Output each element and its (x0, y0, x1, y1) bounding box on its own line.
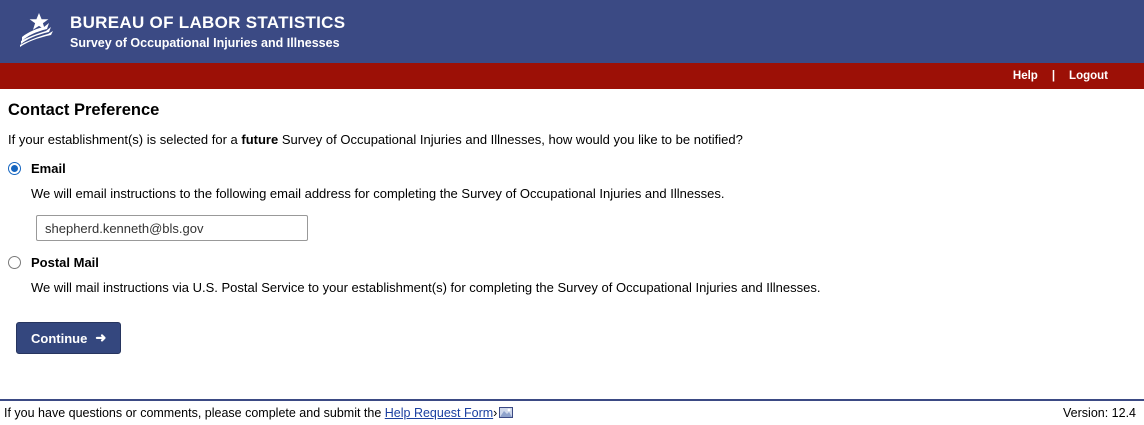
bls-star-logo-icon (14, 10, 58, 54)
radio-option-email[interactable] (8, 161, 1136, 176)
survey-name: Survey of Occupational Injuries and Illnesses (70, 36, 340, 51)
radio-email-input[interactable] (8, 162, 21, 175)
footer-text-before-link: If you have questions or comments, please complete and submit the (4, 406, 385, 420)
postal-mail-option-description: We will mail instructions via U.S. Postal Service to your establishment(s) for completing the Survey of Occupational Injuries and Illnesses. (31, 280, 821, 295)
intro-prefix: If your establishment(s) is selected for a (8, 132, 242, 147)
radio-option-postal-mail[interactable] (8, 255, 1136, 270)
page-title: Contact Preference (8, 101, 160, 119)
nav-separator: | (1051, 70, 1056, 82)
page-footer (0, 399, 1144, 420)
radio-postal-mail-input[interactable] (8, 256, 21, 269)
header-titles (70, 13, 345, 51)
agency-name: BUREAU OF LABOR STATISTICS (70, 12, 346, 32)
email-option-description: We will email instructions to the following email address for completing the Survey of Occupational Injuries and Illnesses. (31, 186, 725, 201)
external-link-icon (499, 407, 513, 418)
footer-help-text (0, 406, 513, 420)
continue-button-label: Continue (31, 330, 88, 346)
intro-suffix: Survey of Occupational Injuries and Illnesses, how would you like to be notified? (278, 132, 743, 147)
external-link-marker: › (493, 406, 498, 420)
intro-text (8, 132, 1136, 147)
top-navbar (0, 63, 1144, 89)
nav-link-help[interactable]: Help (1012, 70, 1038, 82)
radio-postal-mail-label: Postal Mail (31, 255, 99, 270)
email-address-input[interactable] (36, 215, 308, 241)
continue-button[interactable] (16, 322, 121, 354)
intro-bold-word: future (241, 132, 279, 147)
site-header (0, 0, 1144, 63)
footer-version: Version: 12.4 (1063, 406, 1136, 420)
radio-email-label: Email (31, 161, 66, 176)
help-request-form-link[interactable]: Help Request Form (384, 406, 494, 420)
main-content (0, 89, 1144, 354)
nav-link-logout[interactable]: Logout (1069, 70, 1108, 82)
arrow-right-icon: ➜ (95, 330, 107, 345)
